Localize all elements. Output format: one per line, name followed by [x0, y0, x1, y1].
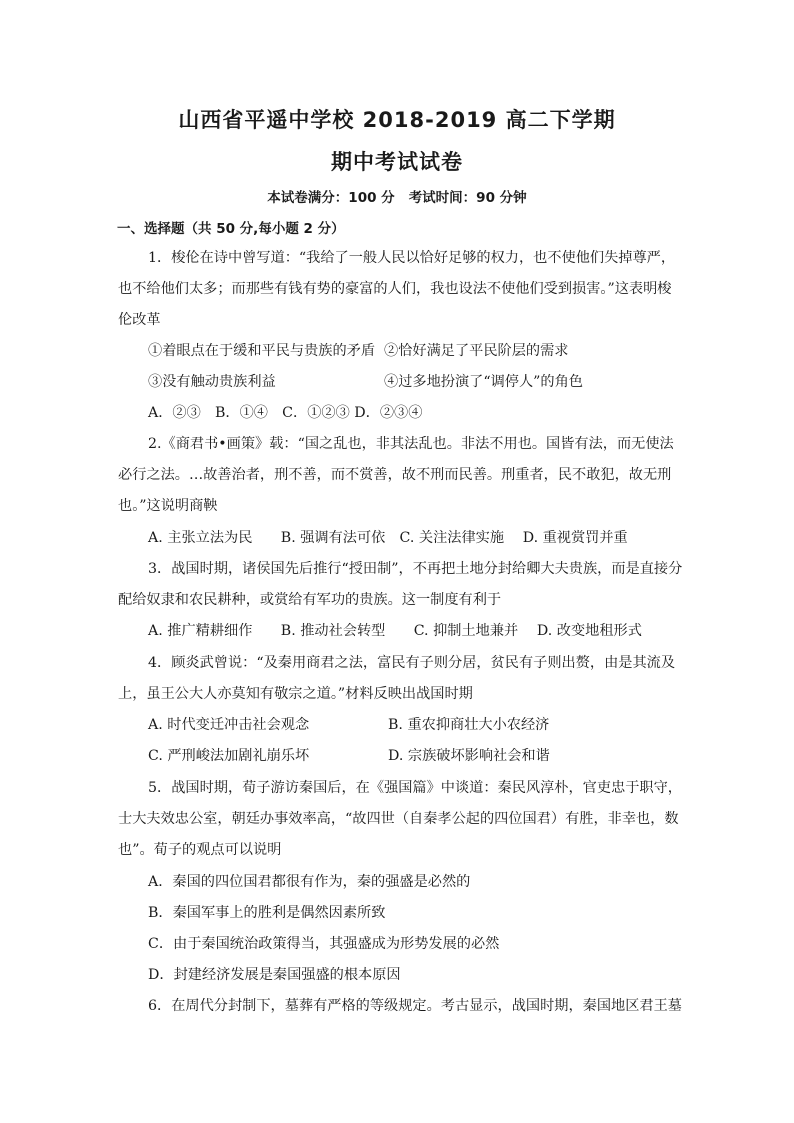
exam-meta	[0, 186, 794, 206]
q1-item-4: ④过多地扮演了“调停人”的角色	[384, 374, 583, 390]
q5-option-d: D．封建经济发展是秦国强盛的根本原因	[148, 967, 401, 983]
exam-title: 山西省平遥中学校 2018-2019 高二下学期	[178, 108, 616, 132]
q5-line1: 5．战国时期，荀子游访秦国后，在《强国篇》中谈道：秦民风淳朴，官吏忠于职守，	[148, 780, 682, 796]
q2-line3: 也。”这说明商鞅	[118, 498, 218, 514]
q4-option-b: B. 重农抑商壮大小农经济	[388, 717, 550, 733]
q1-choices: A．②③ B．①④ C．①②③ D．②③④	[148, 405, 423, 421]
q6-line1: 6．在周代分封制下，墓葬有严格的等级规定。考古显示，战国时期，秦国地区君王墓	[148, 998, 682, 1014]
q1-item-2: ②恰好满足了平民阶层的需求	[384, 343, 569, 359]
section-heading: 一、选择题（共 50 分,每小题 2 分）	[117, 221, 345, 237]
q3-choices: A. 推广精耕细作 B. 推动社会转型 C. 抑制土地兼并 D. 改变地租形式	[148, 623, 642, 639]
q3-line2: 配给奴隶和农民耕种，或赏给有军功的贵族。这一制度有利于	[118, 592, 502, 608]
q4-options-row1	[148, 715, 550, 735]
q2-line1: 2.《商君书•画策》载：“国之乱也，非其法乱也。非法不用也。国皆有法，而无使法	[148, 436, 674, 452]
q4-option-a: A. 时代变迁冲击社会观念	[148, 717, 310, 733]
q2-choices: A. 主张立法为民 B. 强调有法可依 C. 关注法律实施 D. 重视赏罚并重	[148, 530, 628, 546]
q4-line2: 上，虽王公大人亦莫知有敬宗之道。”材料反映出战国时期	[118, 686, 473, 702]
q1-item-3: ③没有触动贵族利益	[148, 374, 276, 390]
q1-line3: 伦改革	[118, 312, 161, 328]
q5-option-a: A．秦国的四位国君都很有作为，秦的强盛是必然的	[148, 874, 471, 890]
q4-option-d: D. 宗族破坏影响社会和谐	[388, 748, 550, 764]
q5-line2: 士大夫效忠公室，朝廷办事效率高，“故四世（自秦孝公起的四位国君）有胜，非幸也，数	[118, 811, 679, 827]
q1-line2: 也不给他们太多；而那些有钱有势的豪富的人们，我也设法不使他们受到损害。”这表明梭	[118, 281, 672, 297]
q2-line2: 必行之法。…故善治者，刑不善，而不赏善，故不刑而民善。刑重者，民不敢犯，故无刑	[118, 467, 672, 483]
q1-items-row1	[148, 341, 569, 361]
q5-line3: 也”。荀子的观点可以说明	[118, 842, 282, 858]
q1-item-1: ①着眼点在于缓和平民与贵族的矛盾	[148, 343, 376, 359]
exam-subtitle: 期中考试试卷	[331, 150, 463, 174]
q5-option-c: C．由于秦国统治政策得当，其强盛成为形势发展的必然	[148, 936, 500, 952]
q4-options-row2	[148, 746, 550, 766]
q4-line1: 4．顾炎武曾说：“及秦用商君之法，富民有子则分居，贫民有子则出赘，由是其流及	[148, 655, 676, 671]
q1-items-row2	[148, 372, 583, 392]
q4-option-c: C. 严刑峻法加剧礼崩乐坏	[148, 748, 310, 764]
q3-line1: 3．战国时期，诸侯国先后推行“授田制”，不再把土地分封给卿大夫贵族，而是直接分	[148, 561, 683, 577]
q5-option-b: B．秦国军事上的胜利是偶然因素所致	[148, 905, 386, 921]
exam-time: 考试时间：90 分钟	[408, 190, 527, 206]
full-score: 本试卷满分：100 分	[267, 190, 395, 206]
q1-line1: 1．梭伦在诗中曾写道：“我给了一般人民以恰好足够的权力，也不使他们失掉尊严，	[148, 250, 676, 266]
